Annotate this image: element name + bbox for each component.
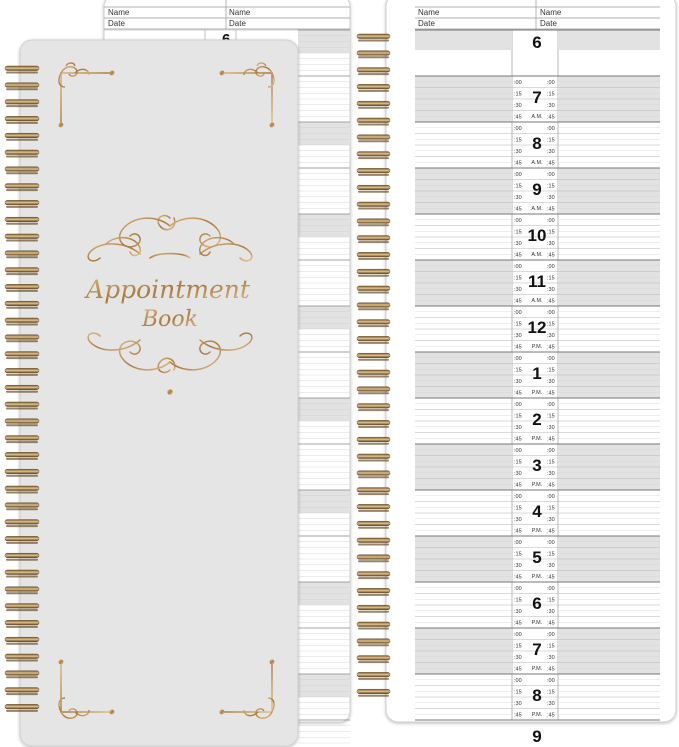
minute-mark-left: :45 [514,114,522,121]
minute-mark-right: :00 [547,310,555,316]
minute-mark-left: :45 [514,528,522,535]
hour-label: 4 [532,502,542,521]
hour-label: 8 [532,686,542,705]
minute-mark-left: :30 [514,701,522,707]
minute-mark-left: :15 [514,643,522,650]
minute-mark-right: :00 [547,494,555,500]
minute-mark-left: :00 [514,678,522,684]
minute-mark-left: :30 [514,195,522,201]
minute-mark-right: :15 [547,597,555,604]
minute-mark-right: :15 [547,275,555,282]
minute-mark-right: :00 [547,264,555,270]
minute-mark-right: :00 [547,126,555,132]
minute-mark-right: :45 [547,436,555,443]
minute-mark-left: :00 [514,356,522,362]
minute-mark-left: :00 [514,172,522,178]
hour-label: 6 [532,33,542,52]
hour-label: 9 [532,727,542,746]
minute-mark-left: :30 [514,517,522,523]
hour-label: 3 [532,456,542,475]
minute-mark-right: :45 [547,252,555,259]
hour-label: 6 [532,594,542,613]
hour-label: 1 [532,364,542,383]
hour-label: 7 [532,88,542,107]
cover-title-line1: Appointment [86,275,250,304]
hour-label: 8 [532,134,542,153]
period-label: P.M. [531,436,543,442]
minute-mark-right: :00 [547,402,555,408]
minute-mark-right: :15 [547,505,555,512]
hour-label: 5 [532,548,542,567]
minute-mark-right: :45 [547,666,555,673]
minute-mark-left: :00 [514,586,522,592]
minute-mark-right: :00 [547,586,555,592]
period-label: A.M. [531,298,543,304]
minute-mark-left: :45 [514,436,522,443]
minute-mark-left: :45 [514,482,522,489]
minute-mark-right: :45 [547,528,555,535]
minute-mark-right: :45 [547,160,555,167]
minute-mark-left: :30 [514,103,522,109]
minute-mark-right: :15 [547,91,555,98]
minute-mark-right: :00 [547,540,555,546]
minute-mark-left: :00 [514,632,522,638]
minute-mark-left: :15 [514,597,522,604]
minute-mark-right: :00 [547,448,555,454]
minute-mark-right: :00 [547,80,555,86]
hour-label: 12 [527,318,547,337]
minute-mark-left: :00 [514,540,522,546]
minute-mark-right: :00 [547,632,555,638]
minute-mark-left: :45 [514,390,522,397]
minute-mark-left: :00 [514,218,522,224]
period-label: A.M. [531,206,543,212]
back-name-label-2: Name [229,8,251,17]
minute-mark-right: :15 [547,137,555,144]
minute-mark-right: :00 [547,218,555,224]
minute-mark-left: :00 [514,264,522,270]
minute-mark-right: :45 [547,206,555,213]
minute-mark-right: :45 [547,482,555,489]
minute-mark-left: :30 [514,471,522,477]
hour-label: 9 [532,180,542,199]
minute-mark-left: :00 [514,126,522,132]
minute-mark-left: :00 [514,402,522,408]
minute-mark-left: :45 [514,298,522,305]
minute-mark-left: :45 [514,666,522,673]
minute-mark-right: :15 [547,689,555,696]
minute-mark-right: :15 [547,413,555,420]
minute-mark-left: :30 [514,379,522,385]
minute-mark-left: :15 [514,689,522,696]
name-label-right: Name [540,8,562,17]
hour-label: 10 [527,226,547,245]
minute-mark-left: :15 [514,367,522,374]
minute-mark-left: :15 [514,91,522,98]
hour-label: 7 [532,640,542,659]
minute-mark-right: :15 [547,459,555,466]
minute-mark-left: :15 [514,275,522,282]
period-label: A.M. [531,114,543,120]
minute-mark-left: :30 [514,333,522,339]
minute-mark-left: :30 [514,149,522,155]
minute-mark-left: :30 [514,563,522,569]
period-label: P.M. [531,528,543,534]
hour-label: 11 [528,272,546,291]
minute-mark-right: :30 [547,655,555,661]
minute-mark-right: :30 [547,517,555,523]
minute-mark-left: :15 [514,459,522,466]
minute-mark-right: :30 [547,287,555,293]
minute-mark-left: :15 [514,183,522,190]
minute-mark-left: :45 [514,160,522,167]
minute-mark-right: :30 [547,425,555,431]
minute-mark-left: :00 [514,80,522,86]
period-label: A.M. [531,160,543,166]
minute-mark-right: :45 [547,114,555,121]
back-date-label-2: Date [229,19,246,28]
minute-mark-left: :45 [514,574,522,581]
minute-mark-left: :15 [514,413,522,420]
minute-mark-right: :45 [547,390,555,397]
minute-mark-left: :45 [514,344,522,351]
minute-mark-left: :15 [514,551,522,558]
shaded-block [558,30,660,50]
minute-mark-right: :30 [547,195,555,201]
minute-mark-left: :30 [514,287,522,293]
cover [20,40,298,746]
minute-mark-left: :15 [514,321,522,328]
minute-mark-right: :30 [547,379,555,385]
period-label: P.M. [531,390,543,396]
minute-mark-right: :00 [547,356,555,362]
minute-mark-left: :15 [514,137,522,144]
minute-mark-left: :15 [514,505,522,512]
minute-mark-left: :45 [514,620,522,627]
date-label-left: Date [418,19,435,28]
minute-mark-left: :30 [514,241,522,247]
minute-mark-right: :45 [547,574,555,581]
period-label: P.M. [531,482,543,488]
minute-mark-right: :30 [547,471,555,477]
minute-mark-left: :30 [514,609,522,615]
minute-mark-right: :30 [547,103,555,109]
minute-mark-right: :15 [547,643,555,650]
date-label-right: Date [540,19,557,28]
minute-mark-left: :15 [514,229,522,236]
period-label: P.M. [531,666,543,672]
minute-mark-right: :45 [547,712,555,719]
minute-mark-right: :45 [547,620,555,627]
minute-mark-left: :00 [514,494,522,500]
minute-mark-right: :00 [547,678,555,684]
name-label-left: Name [418,8,440,17]
minute-mark-left: :00 [514,448,522,454]
minute-mark-right: :15 [547,321,555,328]
period-label: P.M. [531,344,543,350]
minute-mark-right: :30 [547,149,555,155]
minute-mark-right: :30 [547,241,555,247]
hour-label: 2 [532,410,542,429]
minute-mark-right: :30 [547,333,555,339]
period-label: A.M. [531,252,543,258]
minute-mark-right: :15 [547,229,555,236]
minute-mark-right: :45 [547,298,555,305]
back-name-label-1: Name [108,8,130,17]
minute-mark-right: :00 [547,172,555,178]
right-planner-page [386,0,676,746]
minute-mark-right: :15 [547,183,555,190]
minute-mark-left: :45 [514,712,522,719]
middle-spiral-binding [357,34,390,697]
minute-mark-right: :30 [547,609,555,615]
period-label: P.M. [531,712,543,718]
minute-mark-left: :30 [514,425,522,431]
cover-title-line2: Book [142,307,198,332]
minute-mark-left: :45 [514,206,522,213]
minute-mark-right: :15 [547,367,555,374]
minute-mark-right: :45 [547,344,555,351]
period-label: P.M. [531,574,543,580]
minute-mark-left: :45 [514,252,522,259]
minute-mark-right: :30 [547,701,555,707]
minute-mark-right: :30 [547,563,555,569]
minute-mark-right: :15 [547,551,555,558]
period-label: P.M. [531,620,543,626]
minute-mark-left: :30 [514,655,522,661]
back-date-label-1: Date [108,19,125,28]
minute-mark-left: :00 [514,310,522,316]
shaded-block [415,30,512,50]
